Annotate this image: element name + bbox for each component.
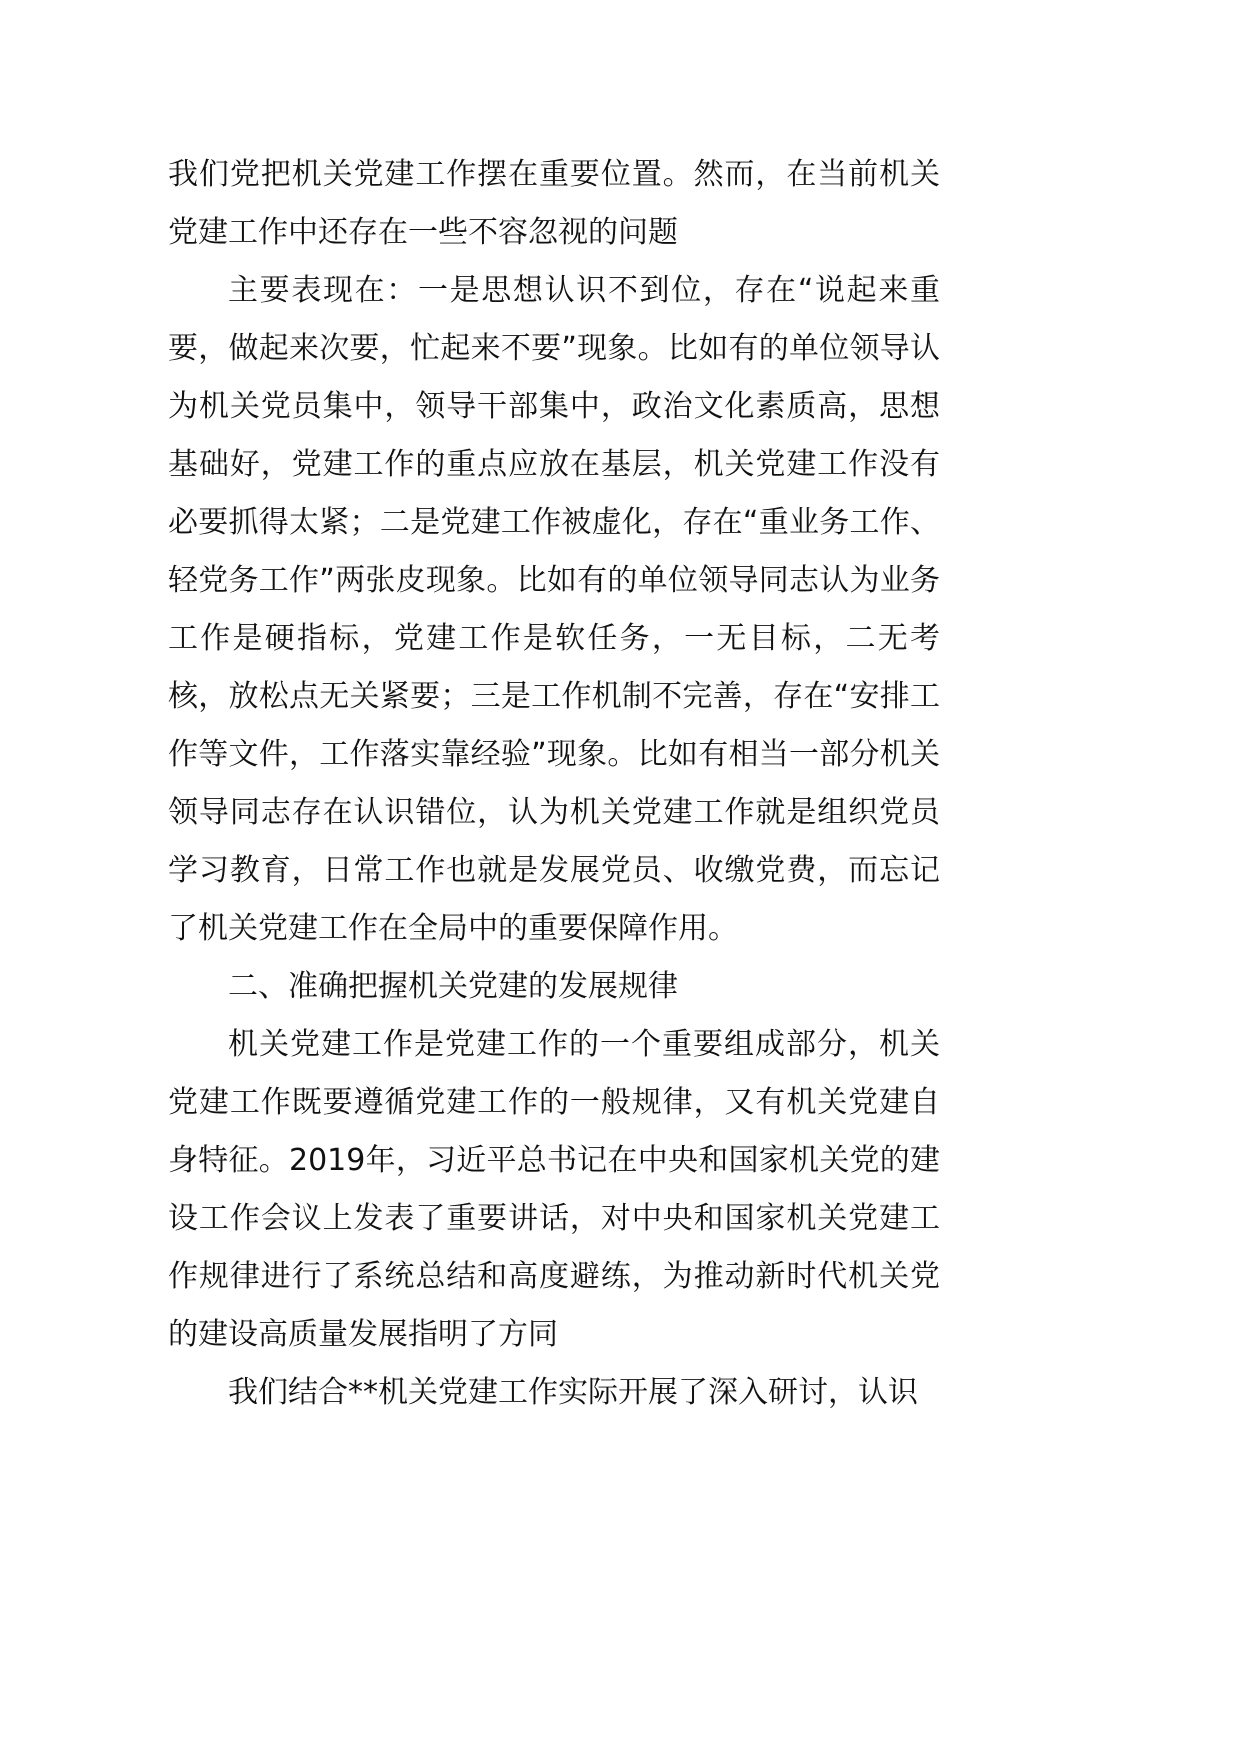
paragraph-2: 主要表现在：一是思想认识不到位，存在“说起来重要，做起来次要，忙起来不要”现象。比如有的单位领导认为机关党员集中，领导干部集中，政治文化素质高，思想基础好，党建工作的重点应放在基层，机关党建工作没有必要抓得太紧；二是党建工作被虚化，存在“重业务工作、轻党务工作”两张皮现象。比如有的单位领导同志认为业务工作是硬指标，党建工作是软任务，一无目标，二无考核，放松点无关紧要；三是工作机制不完善，存在“安排工作等文件，工作落实靠经验”现象。比如有相当一部分机关领导同志存在认识错位，认为机关党建工作就是组织党员学习教育，日常工作也就是发展党员、收缴党费，而忘记了机关党建工作在全局中的重要保障作用。 xyxy=(168,273,940,946)
document-body xyxy=(168,146,940,1422)
paragraph-1: 我们党把机关党建工作摆在重要位置。然而，在当前机关党建工作中还存在一些不容忽视的问题 xyxy=(168,157,940,250)
paragraph-3: 机关党建工作是党建工作的一个重要组成部分，机关党建工作既要遵循党建工作的一般规律，又有机关党建自身特征。2019年，习近平总书记在中央和国家机关党的建设工作会议上发表了重要讲话，对中央和国家机关党建工作规律进行了系统总结和高度避练，为推动新时代机关党的建设高质量发展指明了方同 xyxy=(168,1027,940,1352)
paragraph-4: 我们结合**机关党建工作实际开展了深入研讨，认识 xyxy=(228,1375,918,1410)
section-heading: 二、准确把握机关党建的发展规律 xyxy=(228,969,678,1004)
